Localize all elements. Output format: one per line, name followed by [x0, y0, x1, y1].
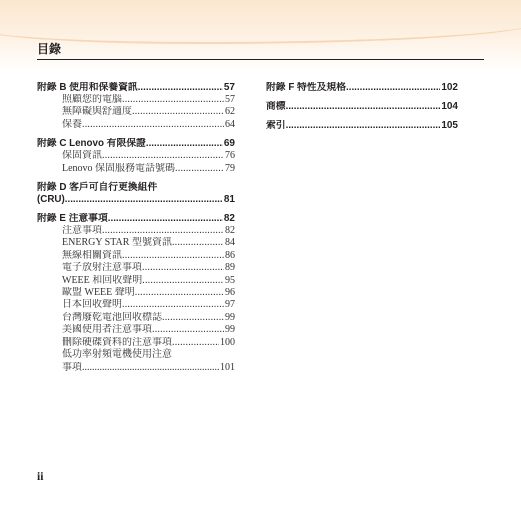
- toc-subentry-label-line1: 低功率射頻電機使用注意: [62, 349, 172, 361]
- toc-subentry-label: 無障礙與舒適度: [62, 106, 132, 118]
- toc-subentry-page: 101: [220, 361, 235, 373]
- toc-subentry-page: 96: [225, 287, 235, 299]
- toc-subentry[interactable]: [62, 163, 235, 175]
- toc-entry-appendix-b[interactable]: [37, 82, 235, 94]
- dot-leader: [108, 213, 223, 225]
- toc-subentry-page: 76: [225, 150, 235, 162]
- dot-leader: [135, 287, 224, 299]
- page-number: ii: [37, 471, 44, 483]
- dot-leader: [142, 262, 224, 274]
- toc-subentry-page: 64: [225, 118, 235, 130]
- toc-subentry-label: 注意事項: [62, 225, 102, 237]
- toc-subentry-page: 100: [220, 336, 235, 348]
- dot-leader: [122, 250, 224, 262]
- dot-leader: [172, 337, 219, 349]
- dot-leader: [146, 138, 223, 150]
- toc-entry-page: 81: [223, 194, 235, 206]
- toc-entry-page: 82: [223, 213, 235, 225]
- toc-subentry-page: 86: [225, 249, 235, 261]
- toc-subentry[interactable]: [62, 287, 235, 299]
- toc-subentry-label-line2: 事項: [62, 361, 82, 373]
- toc-left-column: [37, 82, 235, 374]
- toc-subentry-page: 62: [225, 106, 235, 118]
- dot-leader: [122, 94, 224, 106]
- toc-subentry-label: 無線相關資訊: [62, 249, 122, 261]
- toc-subentry[interactable]: [62, 250, 235, 262]
- dot-leader: [132, 106, 224, 118]
- toc-subentry-page: 99: [225, 311, 235, 323]
- toc-subentry-page: 99: [225, 324, 235, 336]
- toc-subentry-label: 照顧您的電腦: [62, 94, 122, 105]
- dot-leader: [172, 237, 224, 249]
- toc-subentry-label: ENERGY STAR 型號資訊: [62, 237, 172, 249]
- toc-subentry[interactable]: [62, 150, 235, 162]
- toc-subentry[interactable]: [62, 337, 235, 349]
- dot-leader: [286, 120, 441, 132]
- toc-entry-appendix-f[interactable]: [266, 82, 458, 94]
- toc-subentry[interactable]: [62, 275, 235, 287]
- dot-leader: [152, 324, 224, 336]
- toc-subentry[interactable]: [62, 225, 235, 237]
- toc-entry-label-line2: (CRU): [37, 194, 65, 206]
- toc-entry-label: 索引: [266, 120, 286, 131]
- toc-subentry[interactable]: [62, 237, 235, 249]
- toc-entry-index[interactable]: [266, 120, 458, 132]
- toc-subentry-page: 97: [225, 299, 235, 311]
- dot-leader: [65, 194, 223, 206]
- dot-leader: [122, 299, 224, 311]
- toc-entry-page: 105: [441, 120, 458, 131]
- header-banner: [0, 0, 521, 72]
- dot-leader: [82, 119, 224, 131]
- toc-subentry-label: 電子放射注意事項: [62, 262, 142, 274]
- toc-entry-page: 69: [223, 138, 235, 150]
- toc-entry-appendix-d[interactable]: [37, 182, 235, 206]
- title-divider: [37, 59, 484, 60]
- toc-subentry[interactable]: [62, 324, 235, 336]
- page-title: 目錄: [37, 42, 62, 56]
- toc-subentry[interactable]: [62, 94, 235, 106]
- toc-subentry-label: Lenovo 保固服務電話號碼: [62, 162, 176, 174]
- toc-subentry-page: 57: [225, 94, 235, 105]
- dot-leader: [346, 82, 440, 94]
- toc-entry-page: 104: [441, 101, 458, 112]
- header-swoosh-decoration: [0, 6, 521, 44]
- toc-entry-label: 附錄 B 使用和保養資訊: [37, 82, 138, 93]
- toc-subentry-label: WEEE 和回收聲明: [62, 274, 143, 286]
- toc-entry-page: 57: [223, 82, 235, 93]
- toc-entry-trademarks[interactable]: [266, 101, 458, 113]
- toc-subentry-label: 刪除硬碟資料的注意事項: [62, 336, 172, 348]
- dot-leader: [138, 82, 223, 94]
- toc-subentry-label: 日本回收聲明: [62, 299, 122, 311]
- dot-leader: [286, 101, 441, 113]
- toc-entry-label: 附錄 F 特性及規格: [266, 82, 347, 93]
- toc-subentry-page: 89: [225, 262, 235, 274]
- toc-subentry[interactable]: [62, 299, 235, 311]
- toc-entry-label-line1: 附錄 D 客戶可自行更換組件: [37, 182, 158, 194]
- dot-leader: [102, 150, 224, 162]
- dot-leader: [162, 312, 224, 324]
- toc-subentry-page: 95: [225, 274, 235, 286]
- toc-subentry-label: 歐盟 WEEE 聲明: [62, 287, 135, 299]
- toc-entry-label: 商標: [266, 101, 286, 112]
- toc-entry-label: 附錄 C Lenovo 有限保證: [37, 138, 146, 150]
- toc-right-column: [266, 82, 458, 132]
- toc-subentry-page: 79: [225, 162, 235, 174]
- toc-subentry[interactable]: [62, 119, 235, 131]
- toc-subentry-label: 台灣廢乾電池回收標誌: [62, 311, 162, 323]
- dot-leader: [82, 362, 219, 374]
- toc-entry-appendix-e[interactable]: [37, 213, 235, 225]
- toc-entry-appendix-c[interactable]: [37, 138, 235, 150]
- toc-subentry-label: 保養: [62, 118, 82, 130]
- toc-subentry[interactable]: [62, 262, 235, 274]
- toc-entry-label: 附錄 E 注意事項: [37, 213, 108, 225]
- dot-leader: [102, 225, 224, 237]
- toc-subentry-multiline[interactable]: [62, 349, 235, 374]
- toc-subentry-page: 84: [225, 237, 235, 249]
- toc-subentry-page: 82: [225, 225, 235, 237]
- toc-subentry-label: 保固資訊: [62, 150, 102, 162]
- toc-subentry[interactable]: [62, 106, 235, 118]
- toc-subentry[interactable]: [62, 312, 235, 324]
- dot-leader: [175, 163, 224, 175]
- toc-subentry-label: 美國使用者注意事項: [62, 324, 152, 336]
- toc-entry-page: 102: [441, 82, 458, 93]
- dot-leader: [142, 275, 224, 287]
